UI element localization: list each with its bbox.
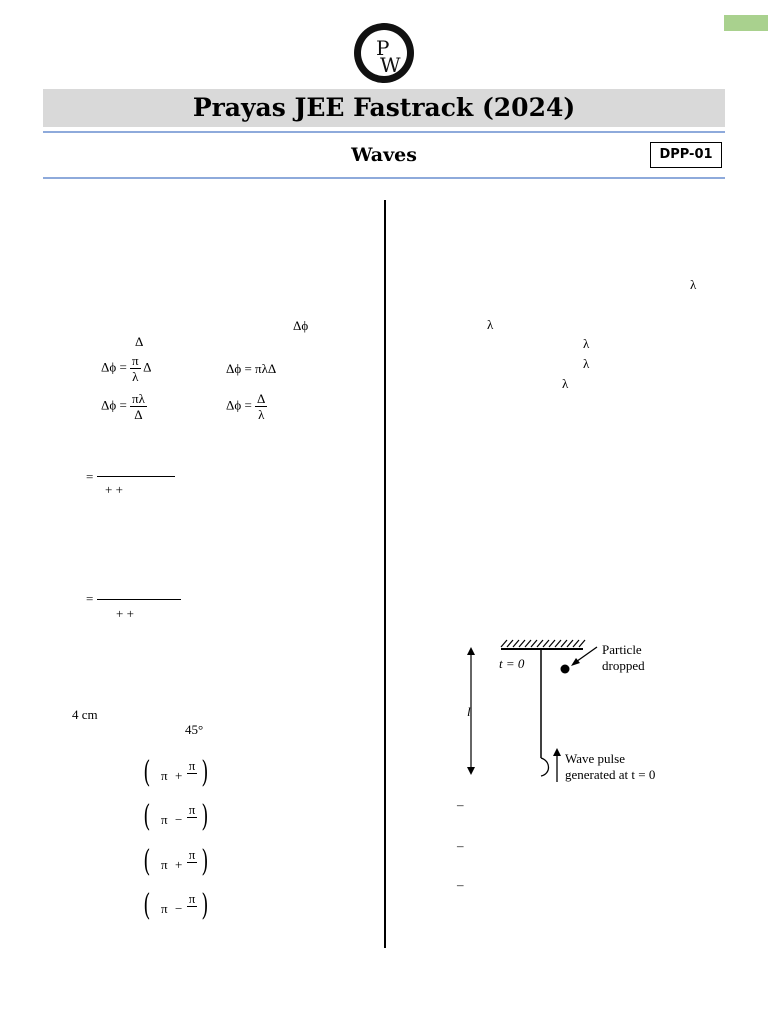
dash-2: – <box>457 838 464 853</box>
figure-length-label: l <box>467 704 471 719</box>
dash-1: – <box>457 797 464 812</box>
figure-pulse-label-1: Wave pulse <box>565 751 625 766</box>
paren-option-2-num: π <box>188 802 196 817</box>
equation-2-lhs: = <box>86 591 94 606</box>
option-1-tail: Δ <box>143 359 152 375</box>
lambda-2: λ <box>487 317 494 332</box>
paren-option-4-a: π <box>161 901 168 916</box>
lambda-4: λ <box>583 356 590 371</box>
corner-accent <box>724 15 768 31</box>
paren-right: ) <box>201 888 209 923</box>
subject-title: Waves <box>351 144 417 166</box>
option-4-num: Δ <box>257 391 266 406</box>
option-3-lhs: Δϕ = <box>101 397 127 413</box>
amplitude-value: 4 cm <box>72 707 98 722</box>
option-3-den: Δ <box>134 407 143 422</box>
equation-2-fraction-bar <box>97 599 181 600</box>
pw-logo <box>353 22 415 84</box>
option-2: Δϕ = πλΔ <box>226 361 277 376</box>
option-3-num: πλ <box>132 391 145 406</box>
svg-text:W: W <box>380 53 401 77</box>
dpp-badge: DPP-01 <box>650 142 722 168</box>
paren-option-2 <box>145 798 211 838</box>
equation-1-denominator: + + <box>105 482 123 497</box>
paren-option-2-a: π <box>161 812 168 827</box>
option-3 <box>101 391 147 422</box>
paren-option-1-op: + <box>175 768 183 783</box>
lambda-3: λ <box>583 336 590 351</box>
paren-right: ) <box>201 799 209 834</box>
figure-particle-label-2: dropped <box>602 658 645 673</box>
paren-option-3-a: π <box>161 857 168 872</box>
paren-option-2-op: − <box>175 812 183 827</box>
paren-option-3 <box>145 843 211 883</box>
equation-2-denominator: + + <box>116 606 134 621</box>
paren-option-1-a: π <box>161 768 168 783</box>
lambda-1: λ <box>690 277 697 292</box>
svg-text:P: P <box>376 36 390 60</box>
figure-t0-label: t = 0 <box>499 656 525 671</box>
dash-3: – <box>457 877 464 892</box>
paren-option-1-num: π <box>188 758 196 773</box>
figure-particle-label-1: Particle <box>602 642 642 657</box>
equation-1-lhs: = <box>86 469 94 484</box>
option-1-den: λ <box>132 369 139 384</box>
header-rule-top <box>43 131 725 133</box>
paren-right: ) <box>201 755 209 790</box>
paren-left: ( <box>143 844 151 879</box>
angle-value: 45° <box>185 722 204 737</box>
paren-left: ( <box>143 888 151 923</box>
equation-1-fraction-bar <box>97 476 175 477</box>
column-divider <box>384 200 386 948</box>
option-4-fraction <box>255 391 267 422</box>
paren-option-3-op: + <box>175 857 183 872</box>
particle <box>561 665 570 674</box>
paren-option-4-op: − <box>175 901 183 916</box>
wave-pulse <box>541 758 549 776</box>
option-4-den: λ <box>258 407 265 422</box>
option-4-lhs: Δϕ = <box>226 397 252 413</box>
option-1-num: π <box>132 353 139 368</box>
header-rule-bottom <box>43 177 725 179</box>
option-3-fraction <box>130 391 147 422</box>
delta-symbol: Δ <box>135 334 144 349</box>
option-1-fraction <box>130 353 141 384</box>
paren-left: ( <box>143 755 151 790</box>
figure-pulse-label-2: generated at t = 0 <box>565 767 656 782</box>
ceiling-hatch <box>501 640 585 647</box>
option-1 <box>101 353 152 384</box>
paren-left: ( <box>143 799 151 834</box>
paren-option-1 <box>145 754 211 794</box>
option-4 <box>226 391 267 422</box>
page-title: Prayas JEE Fastrack (2024) <box>192 93 576 122</box>
paren-option-4-num: π <box>188 891 196 906</box>
option-1-lhs: Δϕ = <box>101 359 127 375</box>
delta-phi-symbol: Δϕ <box>293 318 309 333</box>
paren-option-3-num: π <box>188 847 196 862</box>
paren-right: ) <box>201 844 209 879</box>
particle-arrow <box>571 658 580 666</box>
lambda-5: λ <box>562 376 569 391</box>
paren-option-4 <box>145 887 211 927</box>
